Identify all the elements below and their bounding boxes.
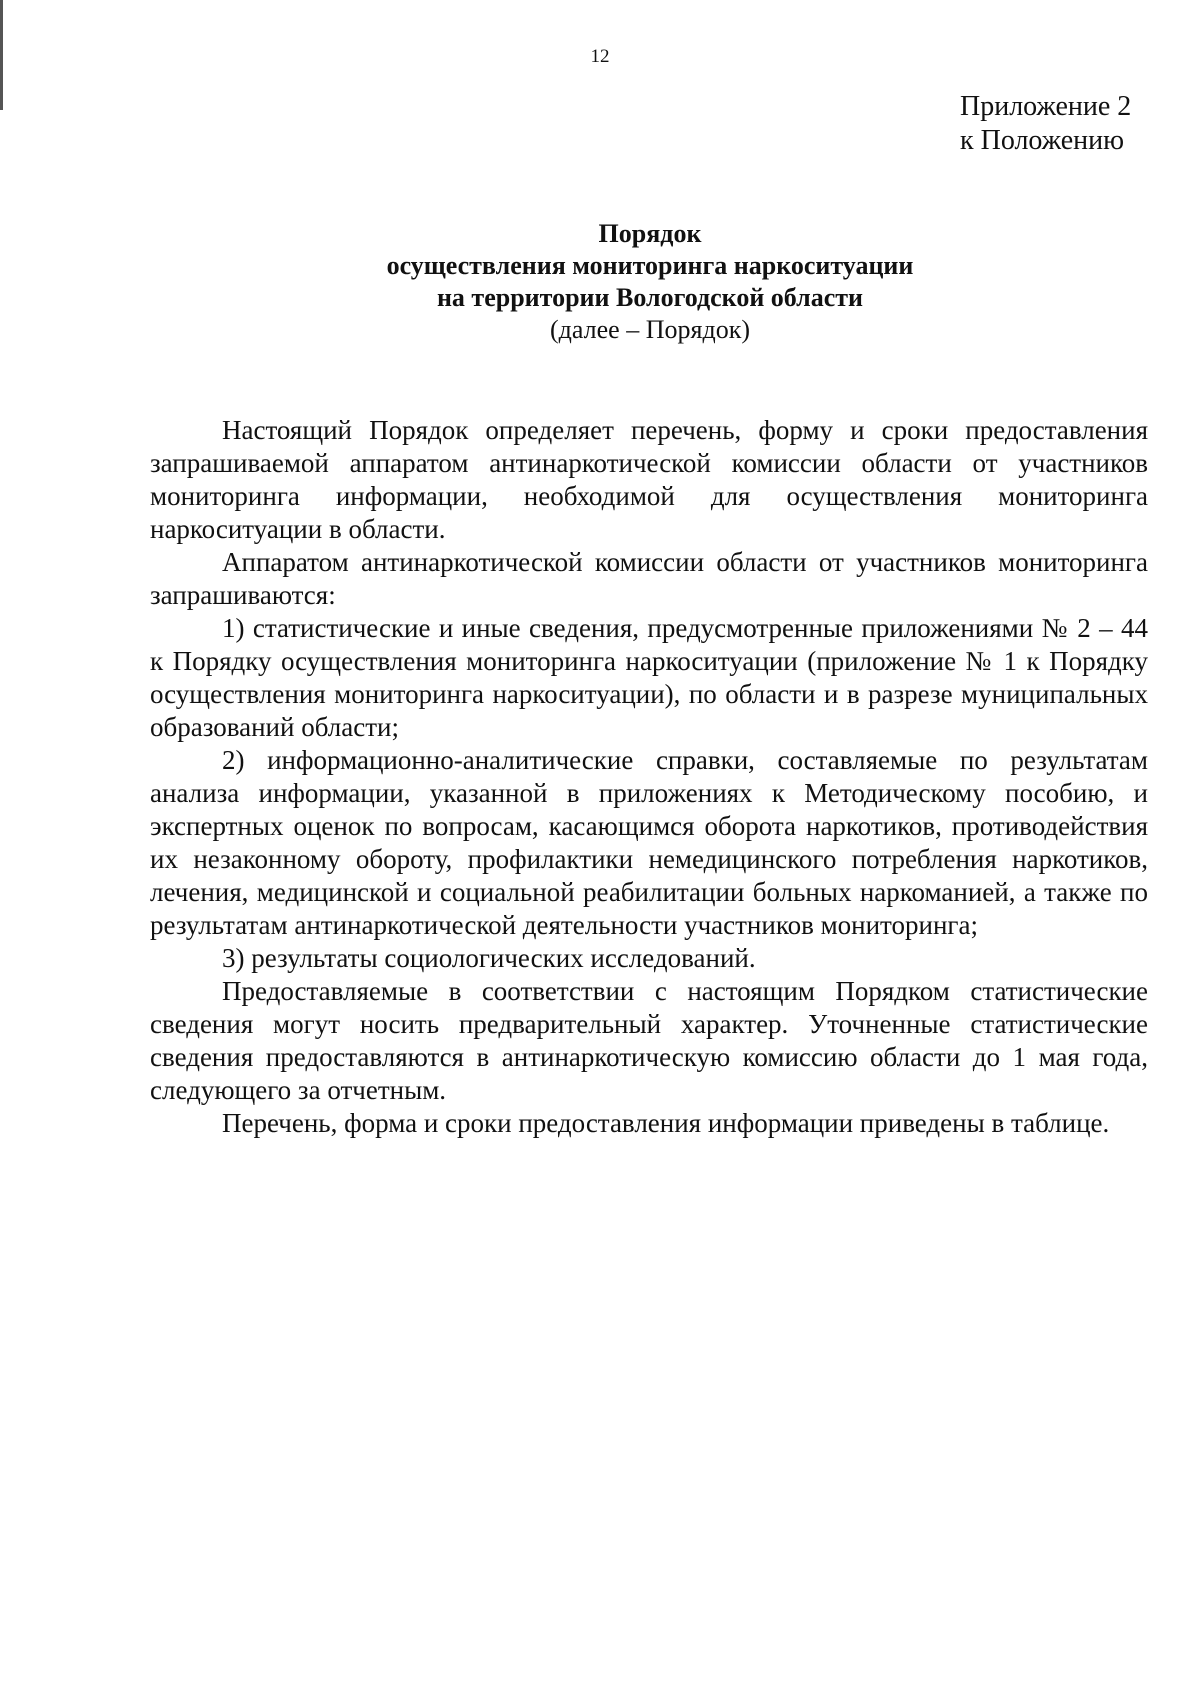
document-title xyxy=(0,218,1200,346)
document-body xyxy=(150,414,1148,1140)
paragraph-requested: Аппаратом антинаркотической комиссии области от участников мониторинга запрашиваются: xyxy=(150,547,1148,610)
page-number: 12 xyxy=(590,46,610,67)
appendix-line-2: к Положению xyxy=(960,125,1125,156)
paragraph-intro: Настоящий Порядок определяет перечень, форму и сроки предоставления запрашиваемой аппаратом антинаркотической комиссии области от участников мониторинга информации, необходимой для осуществления мониторинга наркоситуации в области. xyxy=(150,415,1148,544)
paragraph-table-reference: Перечень, форма и сроки предоставления информации приведены в таблице. xyxy=(222,1108,1110,1138)
appendix-reference xyxy=(960,90,1131,158)
paragraph-preliminary: Предоставляемые в соответствии с настоящим Порядком статистические сведения могут носить предварительный характер. Уточненные статистические сведения предоставляются в антинаркотическую комиссию области до 1 мая года, следующего за отчетным. xyxy=(150,976,1148,1105)
title-line-2: осуществления мониторинга наркоситуации xyxy=(386,251,914,280)
title-line-3: на территории Вологодской области xyxy=(436,283,864,312)
list-item-2: 2) информационно-аналитические справки, составляемые по результатам анализа информации, указанной в приложениях к Методическому пособию, и экспертных оценок по вопросам, касающимся оборота наркотиков, противодействия их незаконному обороту, профилактики немедицинского потребления наркотиков, лечения, медицинской и социальной реабилитации больных наркоманией, а также по результатам антинаркотической деятельности участников мониторинга; xyxy=(150,745,1148,940)
list-item-1: 1) статистические и иные сведения, предусмотренные приложениями № 2 – 44 к Порядку осуществления мониторинга наркоситуации (приложение № 1 к Порядку осуществления мониторинга наркоситуации), по области и в разрезе муниципальных образований области; xyxy=(150,613,1148,742)
appendix-line-1: Приложение 2 xyxy=(960,91,1132,122)
title-subtitle: (далее – Порядок) xyxy=(550,315,750,344)
title-line-1: Порядок xyxy=(598,219,702,248)
list-item-3: 3) результаты социологических исследований. xyxy=(222,943,756,973)
